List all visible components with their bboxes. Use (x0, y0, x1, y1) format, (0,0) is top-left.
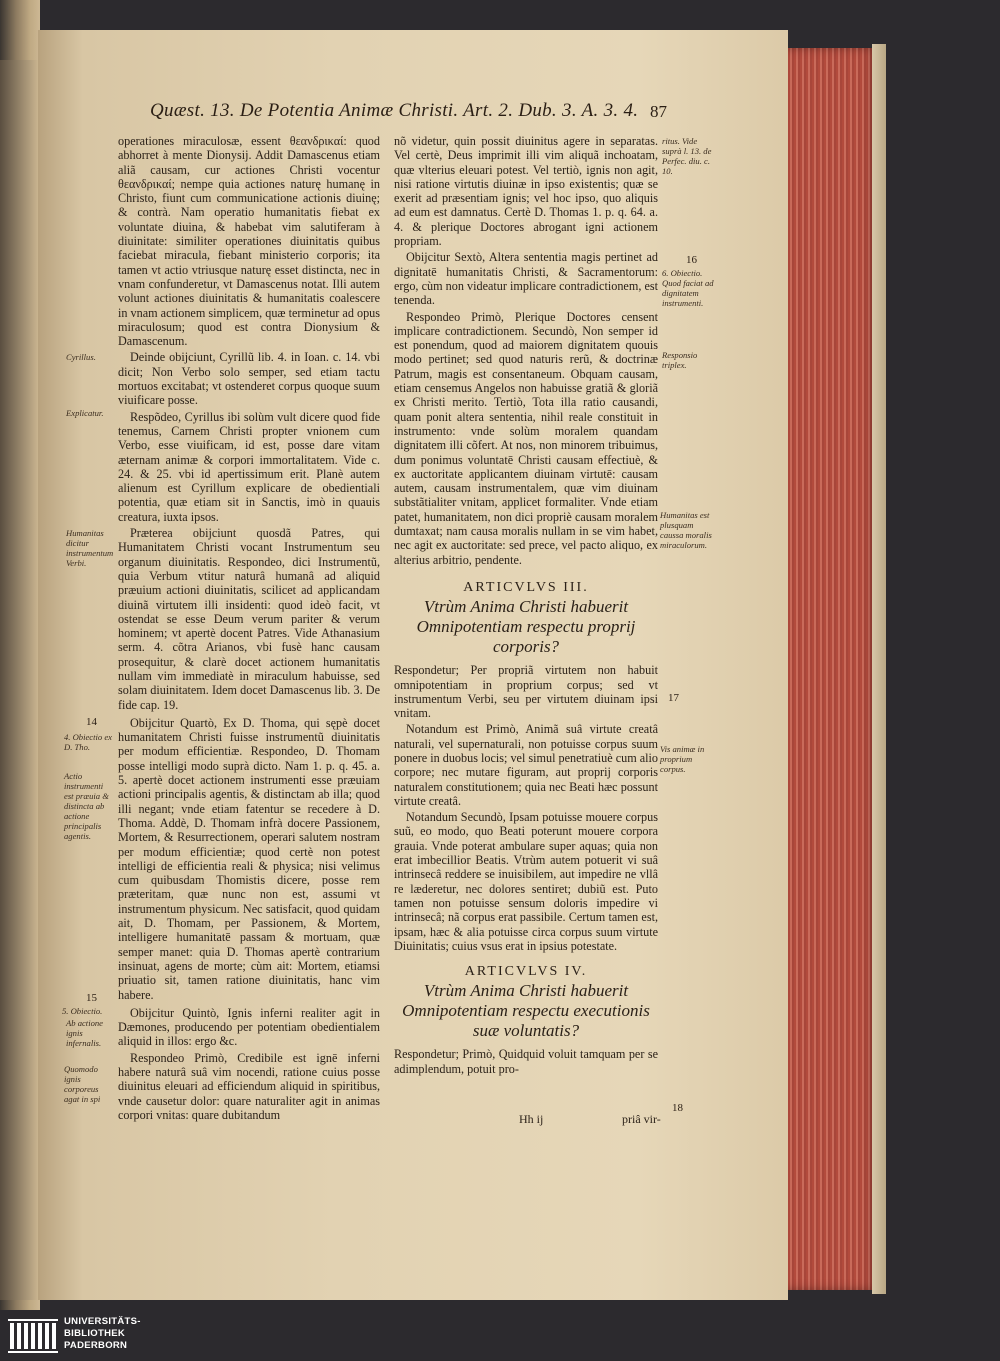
library-name: UNIVERSITÄTS- BIBLIOTHEK PADERBORN (64, 1316, 141, 1351)
paragraph: operationes miraculosæ, essent θεανδρικαί: quod abhorret à mente Dionysij. Addit Damascenus etiam aliã causam, cur actiones Christi vocentur θεανδρικαί; nempe quia actiones naturę humanę in Christo, fiunt cum communicatione actionis diuinę; & contrà. Nam operatio humanitatis fiebat ex voluntate diuina, & habebat vim salutiferam à diuinitate: similiter operationes diuinitatis quibus faciebat miracula, fiebant ministerio corporis; ita tamen vt actio vtriusque naturę esset distincta, nec in vnam confunderetur, vt Damascenus notat. Illi autem volunt actiones diuinitatis & humanitatis coalescere in vnam actionem simplicem, quæ terminetur ad opus miraculosum; quod est contra Dionysium & Damascenum. (118, 134, 380, 349)
margin-note: Humanitas dicitur instrumentum Verbi. (66, 528, 114, 568)
margin-note: Explicatur. (66, 408, 104, 418)
margin-note: Actio instrumenti est præuia & distincta ab actione principalis agentis. (64, 771, 109, 841)
margin-note: Responsio triplex. (662, 350, 698, 370)
margin-note: 4. Obiectio ex D. Tho. (64, 732, 112, 752)
margin-note: Quomodo ignis corporeus agat in spi (64, 1064, 101, 1104)
library-building-icon (8, 1317, 58, 1355)
paragraph: Respondetur; Primò, Quidquid voluit tamquam per se adimplendum, potuit pro- (394, 1047, 658, 1076)
section-number: 16 (686, 254, 697, 266)
article-3-title: Vtrùm Anima Christi habuerit Omnipotentiam respectu proprij corporis? (416, 597, 636, 657)
article-4-title: Vtrùm Anima Christi habuerit Omnipotentiam respectu executionis suæ voluntatis? (402, 981, 650, 1041)
paragraph: Notandum Secundò, Ipsam potuisse mouere corpus suũ, eo modo, quo Beati poterunt mouere corpora grauia. Vnde poterat ambulare super aquas; quia non erat imbecillior Beatis. Vtrùm autem potuerit vi suâ intrinsecâ reddere se inuisibilem, aut impedire ne vllâ re læderetur, nec dolores sentiret; dubiũ est. Puto tamen non potuisse sensum doloris impedire vi intrinsecâ; nã corpus erat passibile. Certum tamen est, ipsam, hæc & alia potuisse circa corpus suum virtute Diuinitatis; cuius vsus erat in ipsius potestate. (394, 810, 658, 953)
signature-mark: Hh ij (519, 1112, 544, 1126)
catchword: priâ vir- (622, 1112, 661, 1126)
section-number: 14 (86, 716, 97, 728)
paragraph: Respondeo Primò, Credibile est ignē inferni habere naturâ suâ vim nocendi, ratione cuius posse diuinitus eleuari ad efficiendum aliquid in spiritibus, vnde causetur dolor: quare naturaliter agit in animas corpori vnitas: quare dubitandum (118, 1050, 380, 1122)
article-3-heading: ARTICVLVS III. (463, 579, 589, 595)
red-fore-edge (788, 48, 878, 1290)
paragraph: Obijcitur Quartò, Ex D. Thoma, qui sępè docet humanitatem Christi fuisse instrumentũ diuinitatis per modum efficientiæ. Respondeo, D. Thomam posse intelligi modo suprà dicto. Nam 1. p. q. 45. a. 5. apertè docet actionem instrumenti esse præuiam actioni principalis agentis, & distinctam ab illa; quod illi negant; vnde etiam fatentur se recedere à D. Thoma. Addè, D. Thomam infrà docere Passionem, Mortem, & Resurrectionem, operari salutem nostram per modum efficientiæ; quod certè non potest intelligi de efficientia reali & physica; nisi velimus cum quibusdam Thomistis dicere, posse rem præteritam, quæ nunc non est, assumi vt instrumentum physicum. Nec satisfacit, quod quidam ait, D. Thomam, per Passionem, & Mortem, intelligere humanitatē passam & mortuam, quæ semper manet: quia D. Thomas apertè contrarium insinuat, agens de morte; cùm ait: Mortem, etiamsi priuatio sit, tamen ratione diuinitatis, hanc vim habere. (118, 715, 380, 1002)
article-4-heading: ARTICVLVS IV. (464, 964, 588, 980)
right-text-column (394, 134, 658, 1144)
margin-note: Vis animæ in proprium corpus. (660, 744, 705, 774)
paragraph: Respondetur; Per propriã virtutem non habuit omnipotentiam in proprium corpus; sed vt instrumentum Verbi, seu per virtutem diuinam ipsi vnitam. (394, 663, 658, 721)
margin-note: 5. Obiectio. (62, 1006, 103, 1016)
margin-note: Cyrillus. (66, 352, 96, 362)
margin-note: ritus. Vide suprà l. 13. de Perfec. diu. c. 10. (662, 136, 712, 176)
paragraph: Notandum est Primò, Animã suâ virtute creatâ naturali, vel supernaturali, non potuisse corpus suum ponere in duobus locis; vel simul penetratiuè cum alio corpore; nec mutare figuram, aut proprij corporis naturalem constitutionem; quia nec Beati hæc possunt virtute creatâ. (394, 722, 659, 808)
paragraph: Præterea obijciunt quosdã Patres, qui Humanitatem Christi vocant Instrumentum seu organum diuinitatis. Respondeo, dici Instrumentũ, quia Verbum vtitur naturâ humanâ ad aliquid præuium actioni diuinitatis, scilicet ad applicandam diuinã virtutem illi insidenti: quod ideò facit, vt ostendat se esse Deum verum pariter & verum hominem; vt apertè docent Patres. Vide Athanasium serm. 4. cõtra Arianos, vbi fusè hanc causam prosequitur, & clarè docet actionem humanitatis nullam vim immediatè in miraculum habuisse, sed solam diuinitatem. Idem docet Damascenus lib. 3. De fide cap. 19. (118, 526, 380, 712)
paragraph: Respõdeo, Cyrillus ibi solùm vult dicere quod fide tenemus, Carnem Christi propter vnionem cum Verbo, esse viuificam, id est, posse dare vitam æternam animæ & corpori immortalitatem. Vide c. 24. & 25. vbi id apertissimum erit. Planè autem alienum est Cyrillum explicare de obedientiali potentia, quæ etiam sit in Sanctis, imò in quauis creatura, iuxta ipsos. (118, 409, 380, 524)
paragraph: Respondeo Primò, Plerique Doctores censent implicare contradictionem. Secundò, Non semper id est ponendum, quod ad maiorem dignitatem quouis modo pertinet; sed quod naturis rerũ, & doctrinæ Patrum, magis est consentaneum. Obquam causam, etiam censemus Angelos non habuisse gratiã & gloriã ex Christi merito. Tertiò, Tota illa ratio causandi, quam ponit altera sententia, nihil reale constituit in instrumento: vnde solùm moralem quandam dignitatem illi cõfert. At nos, non minorem tribuimus, dum ponimus voluntatē Christi causam effectiuè, & ex auctoritate applicantem diuinam virtutē: causam autem, causam instrumentalem, quæ vim diuinam substãtialiter vnitam, applicet formaliter. Vnde etiam patet, humanitatem, non dici propriè causam moralem dumtaxat; nam causa moralis nullam in se vim habet, nec agit ex auctoritate: sed prece, vel pacto aliquo, ex alterius arbitrio, pendente. (394, 309, 658, 567)
library-logo (8, 1313, 148, 1359)
section-number: 18 (672, 1102, 683, 1114)
section-number: 17 (668, 692, 679, 704)
paragraph: Deinde obijciunt, Cyrillũ lib. 4. in Ioan. c. 14. vbi dicit; Non Verbo solo semper, sed etiam tactu mortuos excitabat; vt ostenderet corpus quoque suum viuificare posse. (118, 350, 380, 408)
left-text-column (118, 134, 380, 1156)
paragraph: nõ videtur, quin possit diuinitus agere in separatas. Vel certè, Deus imprimit illi vim aliquã inchoatam, quæ vlterius eleuari potest. Vel tertiò, ignis non agit, nisi ratione virtutis diuinæ in ipso existentis; quæ se exerit ad præsentiam ignis; vel hoc ipso, quo aliquis ad eum est damnatus. Certè D. Thomas 1. p. q. 64. a. 4. & plerique Doctores abrogant igni actionem propriam. (394, 134, 658, 249)
page-number: 87 (650, 102, 667, 121)
margin-note: 6. Obiectio. Quod faciat ad dignitatem instrumenti. (662, 268, 714, 308)
margin-note: Humanitas est plusquam caussa moralis miraculorum. (660, 510, 712, 550)
paragraph: Obijcitur Sextò, Altera sententia magis pertinet ad dignitatē humanitatis Christi, & Sacramentorum: ergo, cùm non videatur implicare contradictionem, est tenenda. (394, 250, 658, 308)
running-head: Quæst. 13. De Potentia Animæ Christi. Art. 2. Dub. 3. A. 3. 4. (150, 100, 639, 121)
cover-edge (872, 44, 886, 1294)
paragraph: Obijcitur Quintò, Ignis inferni realiter agit in Dæmones, producendo per potentiam obedientialem aliquid in illos: ergo &c. (118, 1005, 380, 1049)
margin-note: Ab actione ignis infernalis. (66, 1018, 103, 1048)
facing-page-edge (0, 60, 40, 1300)
section-number: 15 (86, 992, 97, 1004)
